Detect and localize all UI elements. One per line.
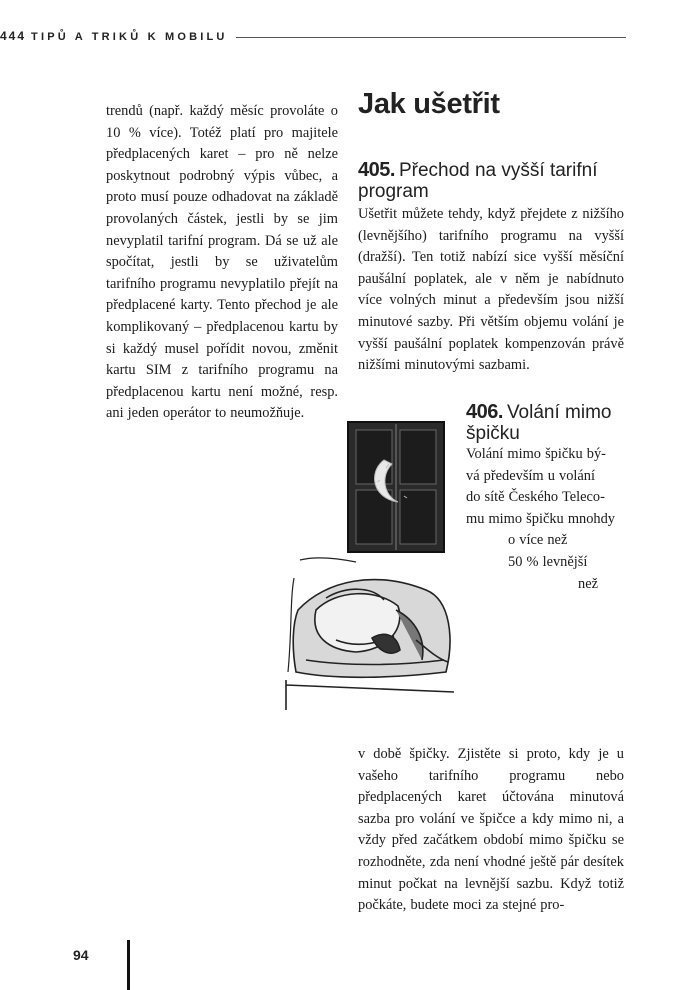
tip-406-body <box>466 444 624 595</box>
left-column-text: trendů (např. každý měsíc provoláte o 10 % více). Totéž platí pro majitele předplacených karet – pro ně nelze poskytnout podrobný výpis vůbec, a proto musí pouze odhadovat na základě provolaných částek, jestli by se jim nevyplatil tarifní program. Dá se už ale spočítat, jestli by se uživatelům tarifního programu nevyplatilo přejít na předplacené karty. Tento přechod je ale komplikovaný – předplacenou kartu by si každý musel pořídit novou, změnit kartu SIM z tarifního programu na předplacenou kartu není možné, resp. ani jeden operátor to neumožňuje. <box>106 103 338 422</box>
sleeping-person-illustration <box>276 410 454 728</box>
bed-drawing <box>286 558 454 710</box>
section-title: Jak ušetřit <box>358 88 500 120</box>
tip-406-line: mu mimo špičku mnohdy <box>466 510 616 527</box>
tip-405-title: Přechod na vyšší tarifní program <box>358 160 598 202</box>
tip-406-line: 50 % levnější <box>508 553 588 570</box>
tip-406-line: než <box>578 575 598 592</box>
tip-406-line: do sítě Českého Teleco- <box>466 489 605 506</box>
header-title: TIPŮ A TRIKŮ K MOBILU <box>31 31 228 43</box>
running-header <box>0 28 626 44</box>
left-column <box>106 101 338 425</box>
tip-406-line: Volání mimo špičku bý- <box>466 446 606 462</box>
night-window-drawing <box>348 422 444 552</box>
footer-rule <box>127 940 130 990</box>
tip-406-line: o více než <box>508 532 568 549</box>
page-number: 94 <box>73 947 89 963</box>
tip-406-title: Volání mimo špičku <box>466 402 612 444</box>
tip-406-line: vá především u volání <box>466 467 595 484</box>
tip-406-continuation <box>358 744 624 917</box>
tip-405-number: 405. <box>358 159 395 181</box>
tip-405-text: Ušetřit můžete tehdy, když přejdete z nižšího (levnějšího) tarifního programu na vyšší (dražší). Ten totiž nabízí sice vyšší měsíční paušální poplatek, ale v něm je nabídnuto více volných minut a především jsou nižší minutové sazby. Při větším objemu volání je vyšší paušální poplatek kompenzován právě nižšími minutovými sazbami. <box>358 206 624 374</box>
header-label <box>0 28 236 45</box>
tip-406-heading <box>466 402 626 444</box>
tip-405-heading <box>358 160 618 202</box>
tip-406-number: 406. <box>466 401 503 423</box>
header-number: 444 <box>0 29 27 43</box>
tip-406-continuation-text: v době špičky. Zjistěte si proto, kdy je u vašeho tarifního programu nebo předplacených karet účtována minutová sazba pro volání ve špičce a kdy mimo ni, a vždy před začátkem období mimo špičku se rozhodněte, zda není vhodné ještě pár desítek minut počkat na levnější sazbu. Když totiž počkáte, budete moci za stejné pro- <box>358 746 624 914</box>
tip-405-body <box>358 204 624 377</box>
